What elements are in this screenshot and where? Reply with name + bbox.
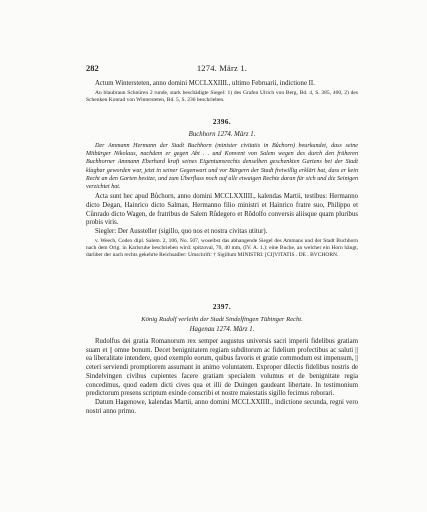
running-head: 1274. März 1. [196,63,248,73]
actum-line: Actum Wintersteten, anno domini MCCLXXIIII., ultimo Februarii, indictione II. [95,80,315,87]
document-number: 2397. [212,303,232,311]
document-title: König Rudolf verleiht der Stadt Sindelfingen Tübinger Recht. [141,316,303,323]
datum-line: Datum Hagenowe, kalendas Martii, anno domini MCCLXXIIII., indictione secunda, regni vero nostri anno primo. [86,398,358,415]
previous-document-end [86,80,358,104]
place-date: Buchhorn 1274. März 1. [188,131,256,138]
document-2397 [86,303,358,416]
regest: Der Ammann Hermann der Stadt Buchhorn (minister civitatis in Bůchorn) beurkundet, dass seine Mitbürger Nikolaus, nachdem er gegen Abt . . und Konvent von Salem wegen des durch den früheren Buchhorner Ammann Eberhard kraft seines Eigentumsrechts denselben geschenkten Gartens bei der Stadt klagbar geworden war, jetzt in seiner Gegenwart und vor Bürgern der Stadt freiwillig erklärt hat, dass er kein Recht an den Garten besitze, und zum Überfluss noch auf alle etwaigen Rechte daran für sich und die Seinigen verzichtet hat. [86,143,358,191]
edition-note: v. Weech, Codex dipl. Salem. 2, 106, No. 507, woselbst das abhangende Siegel des Ammans und der Stadt Buchhorn nach dem Orig. in Karlsruhe beschrieben wird: spitzoval, 70, 40 mm, (IV. A. 1.): eine Buche, an welcher ein Horn hängt, darüber der nach rechts gekehrte Reichsadler: Umschrift: † Sigillum MINISTRI: [CI]VITATIS . DE . BVCHORN. [86,237,358,258]
place-date: Hagenau 1274. März 1. [189,326,255,333]
page-number: 282 [86,63,99,73]
document-text: Rudolfus dei gratia Romanorum rex semper augustus universis sacri imperii fidelibus gratiam suam et || omne bonum. Decet benignitatem regiam subditorum ac fidelium profectibus ac saluti || ea liberalitate intendere, quod exemplo eorum, quibus favoris et gratie commodum est impensum, || ceteri serviendi promptiorem assumant in animo voluntatem. Exproper dilectis fidelibus nostris de Sindelvingen civibus cupientes facere gratiam specialem volumus et de benignitate regia concedimus, quod eadem dicti cives qua et illi de Duingen gaudeant libertate. In testimonium predictorum presens scriptum exinde conscribi et nostre maiestatis sigillo fecimus roborari. [86,338,358,398]
document-number: 2396. [212,118,232,126]
sealer-line: Siegler: Der Aussteller (sigillo, quo nos et nostra civitas utitur). [95,228,268,236]
page-header [86,63,358,75]
document-2396 [86,118,358,259]
document-text: Acta sunt hec apud Bůchorn, anno domini MCCLXXIIII., kalendas Martii, testibus: Hermanno dicto Degan, Hainrico dicto Salman, Hermanno filio ministri et Hainrico fratre suo, Philippo et Cůnrado dicto Wagen, de fratribus de Salem Růdegero et Rŏdolfo conversis aliisque quam pluribus probis viris. [86,193,358,227]
seals-note: An blaubraun Schnüren 2 runde, stark beschädigte Siegel: 1) des Grafen Ulrich von Berg, Bd. 4, S. 385, 400, 2) des Schenken Konrad von Wintersteten, Bd. 5, S. 236 beschrieben. [86,89,358,103]
